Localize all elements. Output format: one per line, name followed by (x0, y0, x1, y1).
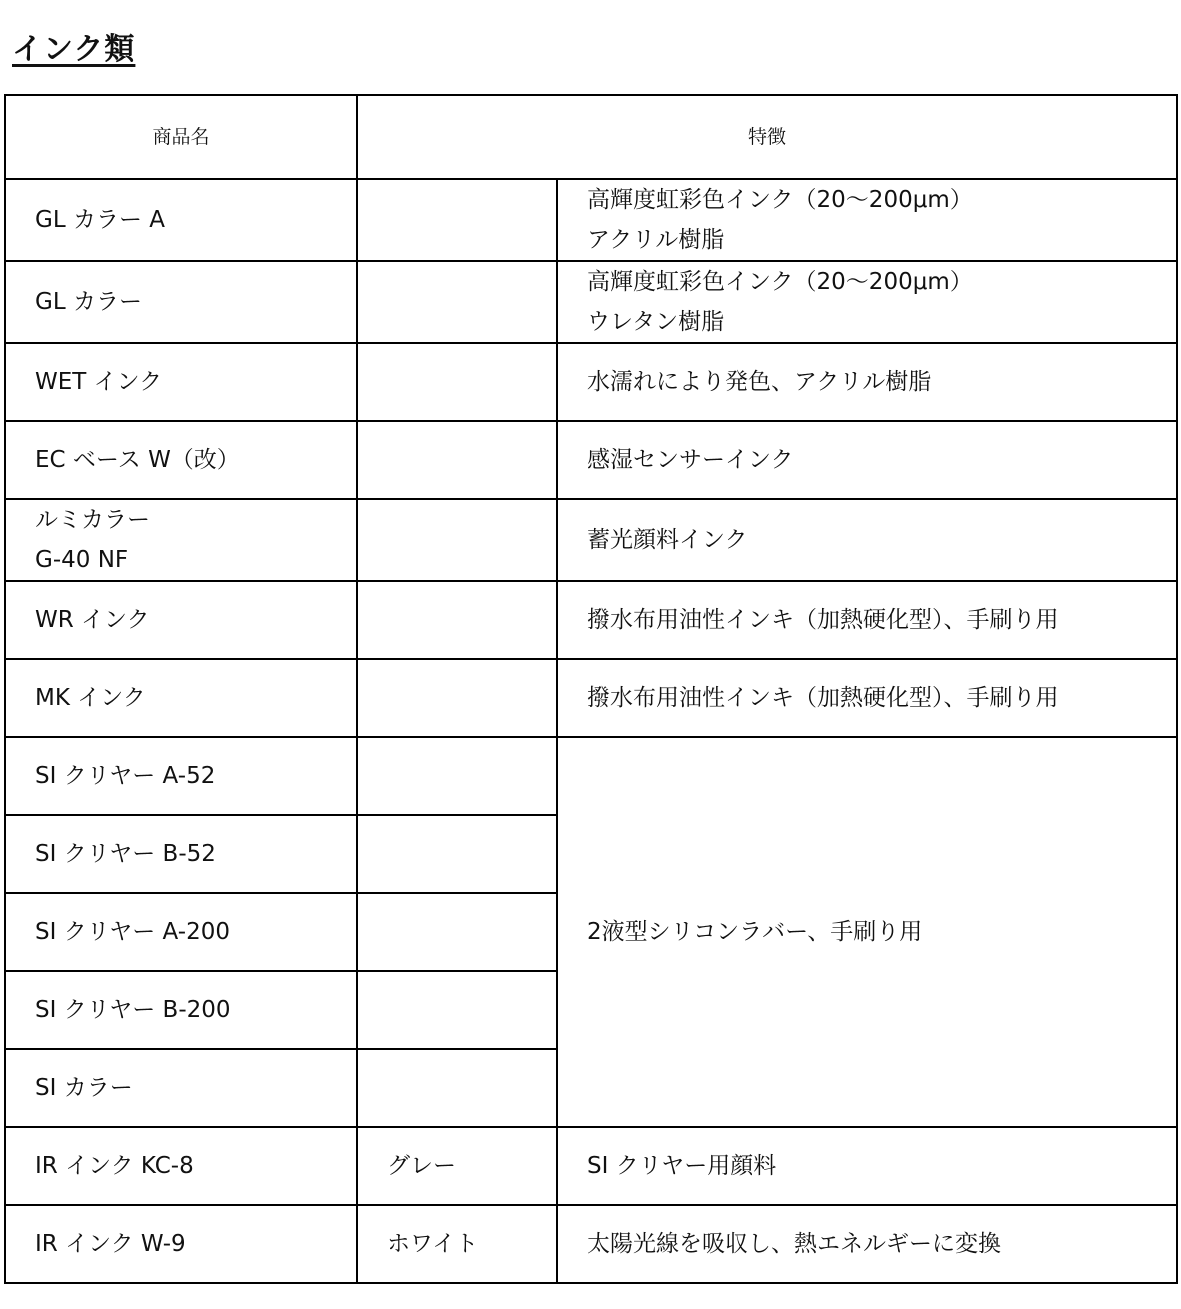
product-name-cell (5, 1127, 357, 1205)
product-color-cell (357, 737, 557, 815)
product-color-cell (357, 499, 557, 581)
product-color-cell (357, 421, 557, 499)
table-row (5, 737, 1177, 815)
feature-line: 水濡れにより発色、アクリル樹脂 (587, 369, 932, 395)
table-row (5, 179, 1177, 261)
product-name: WET インク (35, 369, 163, 395)
table-row (5, 421, 1177, 499)
feature-line: 高輝度虹彩色インク（20～200μm） (587, 269, 973, 295)
product-feature-cell (557, 499, 1177, 581)
table-row (5, 1205, 1177, 1283)
feature-line: SI クリヤー用顔料 (587, 1153, 777, 1179)
table-row (5, 659, 1177, 737)
feature-line: ウレタン樹脂 (587, 309, 725, 335)
product-feature-cell (557, 581, 1177, 659)
product-name: SI クリヤー A-200 (35, 919, 230, 945)
product-color-cell (357, 893, 557, 971)
product-color-cell (357, 659, 557, 737)
product-name: EC ベース W（改） (35, 447, 240, 473)
product-color-cell: ホワイト (357, 1205, 557, 1283)
product-name-cell (5, 659, 357, 737)
product-color-cell (357, 343, 557, 421)
product-name: SI クリヤー B-200 (35, 997, 231, 1023)
product-color-cell (357, 1049, 557, 1127)
table-row (5, 1127, 1177, 1205)
product-name: SI カラー (35, 1075, 133, 1101)
feature-line: 太陽光線を吸収し、熱エネルギーに変換 (587, 1231, 1001, 1257)
ink-product-table (4, 94, 1178, 1284)
feature-line: 感湿センサーインク (587, 447, 794, 473)
product-feature-cell (557, 659, 1177, 737)
product-name-cell (5, 499, 357, 581)
product-name-cell (5, 1049, 357, 1127)
product-feature-cell (557, 737, 1177, 1127)
product-feature-cell (557, 179, 1177, 261)
product-name-cell (5, 421, 357, 499)
table-header-row (5, 95, 1177, 179)
product-feature-cell (557, 1205, 1177, 1283)
product-name: GL カラー (35, 289, 142, 315)
feature-line: 撥水布用油性インキ（加熱硬化型）、手刷り用 (587, 685, 1059, 711)
product-name-cell (5, 737, 357, 815)
product-name: MK インク (35, 685, 146, 711)
product-name: GL カラー A (35, 207, 165, 233)
product-name-cell (5, 179, 357, 261)
product-color-cell (357, 581, 557, 659)
feature-line: 撥水布用油性インキ（加熱硬化型）、手刷り用 (587, 607, 1059, 633)
product-color-cell (357, 971, 557, 1049)
product-name-cell (5, 343, 357, 421)
table-row (5, 261, 1177, 343)
product-feature-cell (557, 261, 1177, 343)
header-feature: 特徴 (357, 95, 1177, 179)
feature-line: アクリル樹脂 (587, 227, 725, 253)
table-row (5, 581, 1177, 659)
feature-line: 2液型シリコンラバー、手刷り用 (587, 919, 923, 945)
product-name-cell (5, 581, 357, 659)
page-title: インク類 (12, 32, 136, 67)
product-color-cell (357, 261, 557, 343)
table-row (5, 499, 1177, 581)
product-name: SI クリヤー A-52 (35, 763, 216, 789)
product-feature-cell (557, 343, 1177, 421)
product-name-cell (5, 261, 357, 343)
header-product-name: 商品名 (5, 95, 357, 179)
product-color-cell (357, 815, 557, 893)
feature-line: 高輝度虹彩色インク（20～200μm） (587, 187, 973, 213)
product-name: SI クリヤー B-52 (35, 841, 216, 867)
product-name: ルミカラー (35, 507, 150, 533)
product-feature-cell (557, 1127, 1177, 1205)
product-name-cell (5, 971, 357, 1049)
product-name-cell (5, 815, 357, 893)
feature-line: 蓄光顔料インク (587, 527, 748, 553)
product-name-cell (5, 893, 357, 971)
product-name: IR インク W-9 (35, 1231, 186, 1257)
product-name: IR インク KC-8 (35, 1153, 194, 1179)
table-row (5, 343, 1177, 421)
product-name: WR インク (35, 607, 150, 633)
product-feature-cell (557, 421, 1177, 499)
product-color-cell: グレー (357, 1127, 557, 1205)
product-name-cell (5, 1205, 357, 1283)
product-color-cell (357, 179, 557, 261)
product-name: G-40 NF (35, 547, 129, 573)
